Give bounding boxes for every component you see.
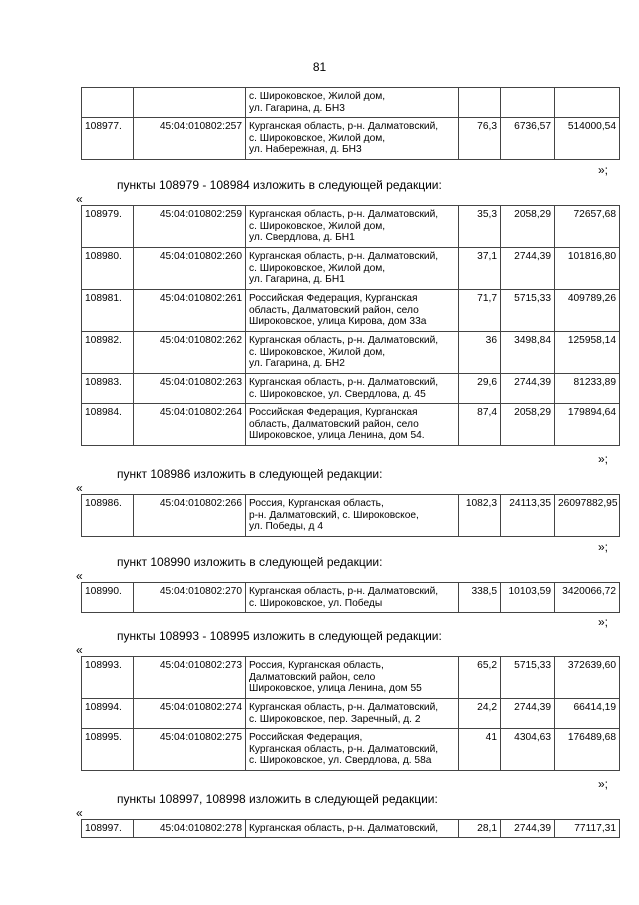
cell-cadastral: 45:04:010802:259 — [134, 206, 246, 248]
cell-number: 108986. — [82, 495, 134, 537]
cell-number: 108977. — [82, 118, 134, 160]
cell-total: 72657,68 — [555, 206, 620, 248]
opening-quote: « — [76, 481, 83, 495]
table-row — [82, 374, 620, 404]
registry-table-continued — [81, 87, 620, 160]
table-row — [82, 248, 620, 290]
table-row — [82, 583, 620, 613]
cell-area: 71,7 — [459, 290, 501, 332]
registry-table — [81, 819, 620, 838]
closing-quote: »; — [597, 615, 608, 629]
cell-address: Российская Федерация, Курганская область, Далматовский район, село Широковское, улица Кирова, дом 33а — [246, 290, 459, 332]
cell-total: 3420066,72 — [555, 583, 620, 613]
cell-address: Курганская область, р-н. Далматовский, с. Широковское, Жилой дом, ул. Гагарина, д. БН2 — [246, 332, 459, 374]
cell-area: 76,3 — [459, 118, 501, 160]
table-row — [82, 118, 620, 160]
cell-cadastral — [134, 88, 246, 118]
cell-total: 409789,26 — [555, 290, 620, 332]
cell-area: 41 — [459, 729, 501, 771]
table-row — [82, 206, 620, 248]
cell-cadastral: 45:04:010802:266 — [134, 495, 246, 537]
cell-area: 28,1 — [459, 820, 501, 838]
cell-price: 4304,63 — [501, 729, 555, 771]
opening-quote: « — [76, 569, 83, 583]
cell-cadastral: 45:04:010802:262 — [134, 332, 246, 374]
cell-total: 514000,54 — [555, 118, 620, 160]
cell-number: 108997. — [82, 820, 134, 838]
closing-quote: »; — [597, 163, 608, 177]
cell-cadastral: 45:04:010802:264 — [134, 404, 246, 446]
cell-price: 2744,39 — [501, 820, 555, 838]
cell-area: 29,6 — [459, 374, 501, 404]
cell-area: 87,4 — [459, 404, 501, 446]
cell-address: Курганская область, р-н. Далматовский, с. Широковское, Жилой дом, ул. Свердлова, д. БН1 — [246, 206, 459, 248]
table-row — [82, 404, 620, 446]
cell-address: с. Широковское, Жилой дом, ул. Гагарина, д. БН3 — [246, 88, 459, 118]
cell-price: 6736,57 — [501, 118, 555, 160]
cell-total: 66414,19 — [555, 699, 620, 729]
cell-total — [555, 88, 620, 118]
cell-address: Российская Федерация, Курганская область, Далматовский район, село Широковское, улица Ленина, дом 54. — [246, 404, 459, 446]
cell-total: 101816,80 — [555, 248, 620, 290]
cell-cadastral: 45:04:010802:260 — [134, 248, 246, 290]
closing-quote: »; — [597, 540, 608, 554]
cell-number: 108983. — [82, 374, 134, 404]
cell-price: 2744,39 — [501, 374, 555, 404]
table-row — [82, 657, 620, 699]
cell-number: 108994. — [82, 699, 134, 729]
registry-table — [81, 582, 620, 613]
cell-price: 2058,29 — [501, 404, 555, 446]
cell-address: Россия, Курганская область, р-н. Далматовский, с. Широковское, ул. Победы, д 4 — [246, 495, 459, 537]
cell-total: 179894,64 — [555, 404, 620, 446]
cell-price: 5715,33 — [501, 657, 555, 699]
cell-cadastral: 45:04:010802:263 — [134, 374, 246, 404]
cell-area: 37,1 — [459, 248, 501, 290]
amendment-instruction: пункты 108979 - 108984 изложить в следующей редакции: — [117, 178, 442, 192]
cell-number: 108990. — [82, 583, 134, 613]
table-row — [82, 699, 620, 729]
amendment-instruction: пункт 108986 изложить в следующей редакции: — [117, 467, 383, 481]
cell-cadastral: 45:04:010802:274 — [134, 699, 246, 729]
amendment-instruction: пункты 108997, 108998 изложить в следующей редакции: — [117, 792, 438, 806]
table-row — [82, 495, 620, 537]
cell-total: 77117,31 — [555, 820, 620, 838]
cell-area: 65,2 — [459, 657, 501, 699]
cell-total: 26097882,95 — [555, 495, 620, 537]
page-number: 81 — [312, 60, 327, 74]
cell-area: 24,2 — [459, 699, 501, 729]
opening-quote: « — [76, 643, 83, 657]
opening-quote: « — [76, 806, 83, 820]
cell-price: 5715,33 — [501, 290, 555, 332]
cell-area: 35,3 — [459, 206, 501, 248]
cell-price — [501, 88, 555, 118]
cell-cadastral: 45:04:010802:261 — [134, 290, 246, 332]
cell-price: 2744,39 — [501, 248, 555, 290]
cell-address: Российская Федерация, Курганская область, р-н. Далматовский, с. Широковское, ул. Свердлова, д. 58а — [246, 729, 459, 771]
cell-area: 36 — [459, 332, 501, 374]
table-row — [82, 729, 620, 771]
table-row — [82, 332, 620, 374]
closing-quote: »; — [597, 777, 608, 791]
cell-number: 108982. — [82, 332, 134, 374]
cell-address: Курганская область, р-н. Далматовский, с. Широковское, Жилой дом, ул. Гагарина, д. БН1 — [246, 248, 459, 290]
cell-address: Курганская область, р-н. Далматовский, с. Широковское, ул. Свердлова, д. 45 — [246, 374, 459, 404]
cell-address: Курганская область, р-н. Далматовский, с. Широковское, ул. Победы — [246, 583, 459, 613]
table-row — [82, 820, 620, 838]
cell-cadastral: 45:04:010802:278 — [134, 820, 246, 838]
cell-address: Курганская область, р-н. Далматовский, — [246, 820, 459, 838]
cell-price: 2058,29 — [501, 206, 555, 248]
cell-number: 108979. — [82, 206, 134, 248]
opening-quote: « — [76, 192, 83, 206]
cell-cadastral: 45:04:010802:257 — [134, 118, 246, 160]
closing-quote: »; — [597, 452, 608, 466]
cell-number: 108993. — [82, 657, 134, 699]
registry-table — [81, 656, 620, 771]
cell-total: 176489,68 — [555, 729, 620, 771]
amendment-instruction: пункт 108990 изложить в следующей редакции: — [117, 555, 383, 569]
cell-price: 10103,59 — [501, 583, 555, 613]
cell-number: 108981. — [82, 290, 134, 332]
registry-table — [81, 205, 620, 446]
cell-area — [459, 88, 501, 118]
amendment-instruction: пункты 108993 - 108995 изложить в следующей редакции: — [117, 629, 442, 643]
cell-total: 125958,14 — [555, 332, 620, 374]
cell-address: Россия, Курганская область, Далматовский район, село Широковское, улица Ленина, дом 55 — [246, 657, 459, 699]
cell-number: 108980. — [82, 248, 134, 290]
table-row — [82, 88, 620, 118]
cell-number: 108995. — [82, 729, 134, 771]
cell-price: 2744,39 — [501, 699, 555, 729]
cell-price: 24113,35 — [501, 495, 555, 537]
cell-address: Курганская область, р-н. Далматовский, с. Широковское, пер. Заречный, д. 2 — [246, 699, 459, 729]
cell-cadastral: 45:04:010802:275 — [134, 729, 246, 771]
cell-area: 338,5 — [459, 583, 501, 613]
cell-total: 372639,60 — [555, 657, 620, 699]
cell-area: 1082,3 — [459, 495, 501, 537]
cell-cadastral: 45:04:010802:273 — [134, 657, 246, 699]
cell-price: 3498,84 — [501, 332, 555, 374]
cell-total: 81233,89 — [555, 374, 620, 404]
cell-cadastral: 45:04:010802:270 — [134, 583, 246, 613]
registry-table — [81, 494, 620, 537]
cell-address: Курганская область, р-н. Далматовский, с. Широковское, Жилой дом, ул. Набережная, д. БН3 — [246, 118, 459, 160]
cell-number: 108984. — [82, 404, 134, 446]
table-row — [82, 290, 620, 332]
cell-number — [82, 88, 134, 118]
